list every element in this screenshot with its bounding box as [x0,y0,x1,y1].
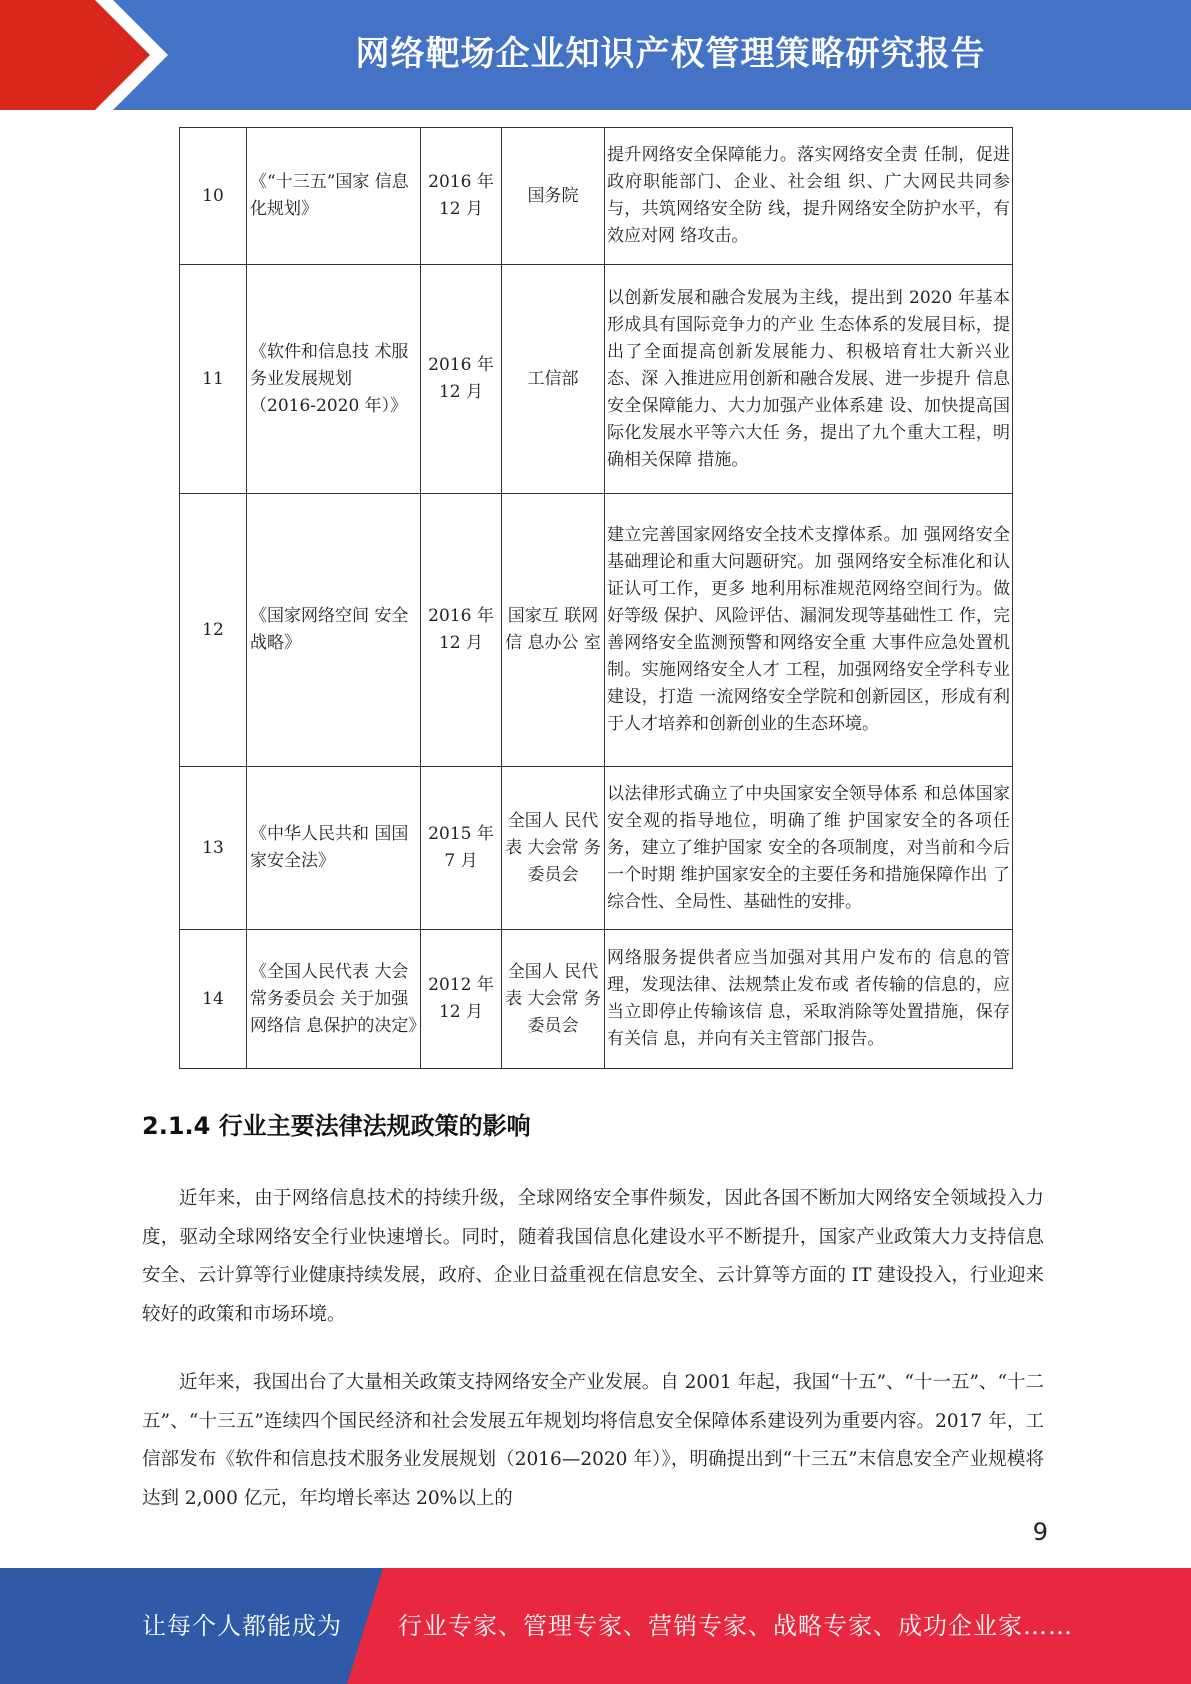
policy-name: 《软件和信息技 术服务业发展规划（2016-2020 年）》 [247,265,421,494]
policy-content: 提升网络安全保障能力。落实网络安全责 任制，促进政府职能部门、企业、社会组 织、广大网民共同参与，共筑网络安全防 线，提升网络安全防护水平，有效应对网 络攻击。 [605,128,1013,265]
issue-date: 2016 年 12 月 [421,265,502,494]
issuing-authority: 国务院 [502,128,605,265]
policy-name: 《中华人民共和 国国家安全法》 [247,767,421,930]
policy-table [179,127,1013,1069]
table-row [180,930,1013,1069]
footer-slogan-left: 让每个人都能成为 [142,1612,342,1640]
table-row [180,128,1013,265]
row-number: 11 [180,265,247,494]
issuing-authority: 全国人 民代表 大会常 务委员会 [502,767,605,930]
row-number: 14 [180,930,247,1069]
policy-name: 《“十三五”国家 信息化规划》 [247,128,421,265]
issuing-authority: 全国人 民代表 大会常 务委员会 [502,930,605,1069]
report-title: 网络靶场企业知识产权管理策略研究报告 [355,34,986,74]
row-number: 13 [180,767,247,930]
table-row [180,265,1013,494]
issue-date: 2016 年 12 月 [421,128,502,265]
policy-name: 《全国人民代表 大会常务委员会 关于加强网络信 息保护的决定》 [247,930,421,1069]
table-row [180,767,1013,930]
row-number: 12 [180,494,247,767]
table-row [180,494,1013,767]
body-paragraph: 近年来，我国出台了大量相关政策支持网络安全产业发展。自 2001 年起，我国“十五”、“十一五”、“十二五”、“十三五”连续四个国民经济和社会发展五年规划均将信息安全保障体系建设列为重要内容。2017 年，工信部发布《软件和信息技术服务业发展规划（2016—2020 年）》，明确提出到“十三五”末信息安全产业规模将达到 2,000 亿元，年均增长率达 20%以上的 [142,1372,1044,1509]
issue-date: 2016 年 12 月 [421,494,502,767]
section-heading: 2.1.4 行业主要法律法规政策的影响 [142,1112,531,1140]
issuing-authority: 国家互 联网信 息办公 室 [502,494,605,767]
policy-content: 以法律形式确立了中央国家安全领导体系 和总体国家安全观的指导地位，明确了维 护国家安全的各项任务，建立了维护国家 安全的各项制度，对当前和今后一个时期 维护国家安全的主要任务和措施保障作出 了综合性、全局性、基础性的安排。 [605,767,1013,930]
issue-date: 2012 年 12 月 [421,930,502,1069]
page-footer [0,1568,1191,1684]
body-paragraph: 近年来，由于网络信息技术的持续升级，全球网络安全事件频发，因此各国不断加大网络安全领域投入力度，驱动全球网络安全行业快速增长。同时，随着我国信息化建设水平不断提升，国家产业政策大力支持信息安全、云计算等行业健康持续发展，政府、企业日益重视在信息安全、云计算等方面的 IT 建设投入，行业迎来较好的政策和市场环境。 [142,1188,1044,1325]
policy-content: 以创新发展和融合发展为主线，提出到 2020 年基本形成具有国际竞争力的产业 生态体系的发展目标，提出了全面提高创新发展能力、积极培育壮大新兴业态、深 入推进应用创新和融合发展、进一步提升 信息安全保障能力、大力加强产业体系建 设、加快提高国际化发展水平等六大任 务，提出了九个重大工程，明确相关保障 措施。 [605,265,1013,494]
page-number: 9 [1032,1518,1048,1546]
issuing-authority: 工信部 [502,265,605,494]
issue-date: 2015 年 7 月 [421,767,502,930]
policy-name: 《国家网络空间 安全战略》 [247,494,421,767]
policy-content: 网络服务提供者应当加强对其用户发布的 信息的管理，发现法律、法规禁止发布或 者传输的信息的，应当立即停止传输该信 息，采取消除等处置措施，保存有关信 息，并向有关主管部门报告。 [605,930,1013,1069]
policy-content: 建立完善国家网络安全技术支撑体系。加 强网络安全基础理论和重大问题研究。加 强网络安全标准化和认证认可工作，更多 地利用标准规范网络空间行为。做好等级 保护、风险评估、漏洞发现等基础性工 作，完善网络安全监测预警和网络安全重 大事件应急处置机制。实施网络安全人才 工程，加强网络安全学科专业建设，打造 一流网络安全学院和创新园区，形成有利 于人才培养和创新创业的生态环境。 [605,494,1013,767]
page-header [0,0,1191,110]
footer-slogan-right: 行业专家、管理专家、营销专家、战略专家、成功企业家…… [398,1612,1073,1640]
row-number: 10 [180,128,247,265]
